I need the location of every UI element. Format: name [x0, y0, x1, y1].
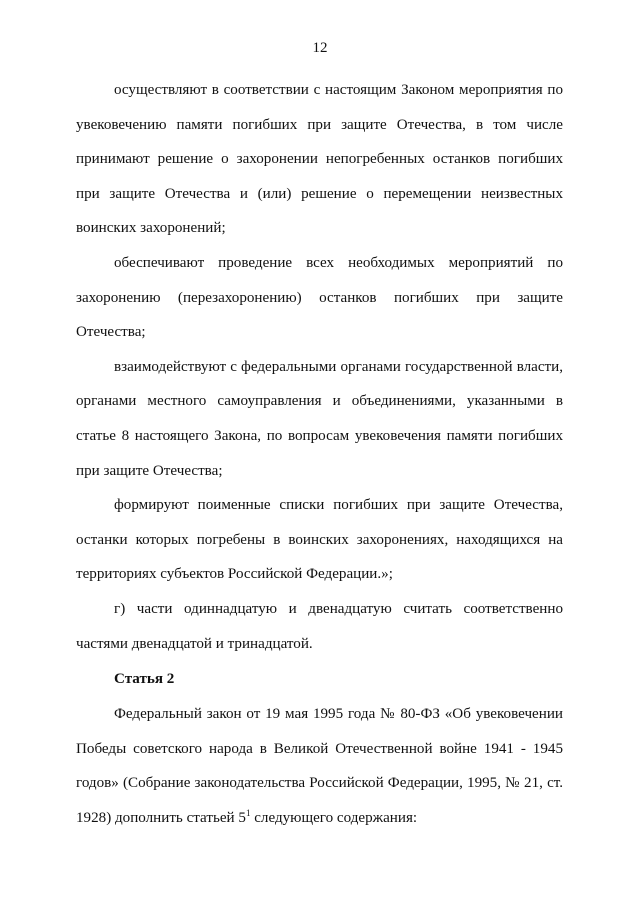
paragraph-2: обеспечивают проведение всех необходимых мероприятий по захоронению (перезахоронению) останков погибших при защите Отечества;: [76, 254, 563, 341]
article-heading: Статья 2: [114, 671, 175, 688]
paragraph-3: взаимодействуют с федеральными органами государственной власти, органами местного самоуправления и объединениями, указанными в статье 8 настоящего Закона, по вопросам увековечения памяти погибших при защите Отечества;: [76, 358, 563, 479]
paragraph-4: формируют поименные списки погибших при защите Отечества, останки которых погребены в воинских захоронениях, находящихся на территориях субъектов Российской Федерации.»;: [76, 497, 563, 583]
document-body: [76, 73, 563, 835]
article-superscript: 1: [245, 807, 251, 818]
page-number: 12: [312, 40, 328, 56]
paragraph-5: г) части одиннадцатую и двенадцатую считать соответственно частями двенадцатой и тринадцатой.: [76, 600, 563, 652]
article-paragraph: [76, 697, 563, 835]
article-text-main: Федеральный закон от 19 мая 1995 года № 80-ФЗ «Об увековечении Победы советского народа в Великой Отечественной войне 1941 - 1945 годов» (Собрание законодательства Российской Федерации, 1995, № 21, ст. 1928) дополнить статьей 5: [76, 706, 563, 826]
article-text-end: следующего содержания:: [250, 809, 418, 826]
paragraph-1: осуществляют в соответствии с настоящим Законом мероприятия по увековечению памяти погибших при защите Отечества, в том числе принимают решение о захоронении непогребенных останков погибших при защите Отечества и (или) решение о перемещении неизвестных воинских захоронений;: [76, 82, 563, 237]
